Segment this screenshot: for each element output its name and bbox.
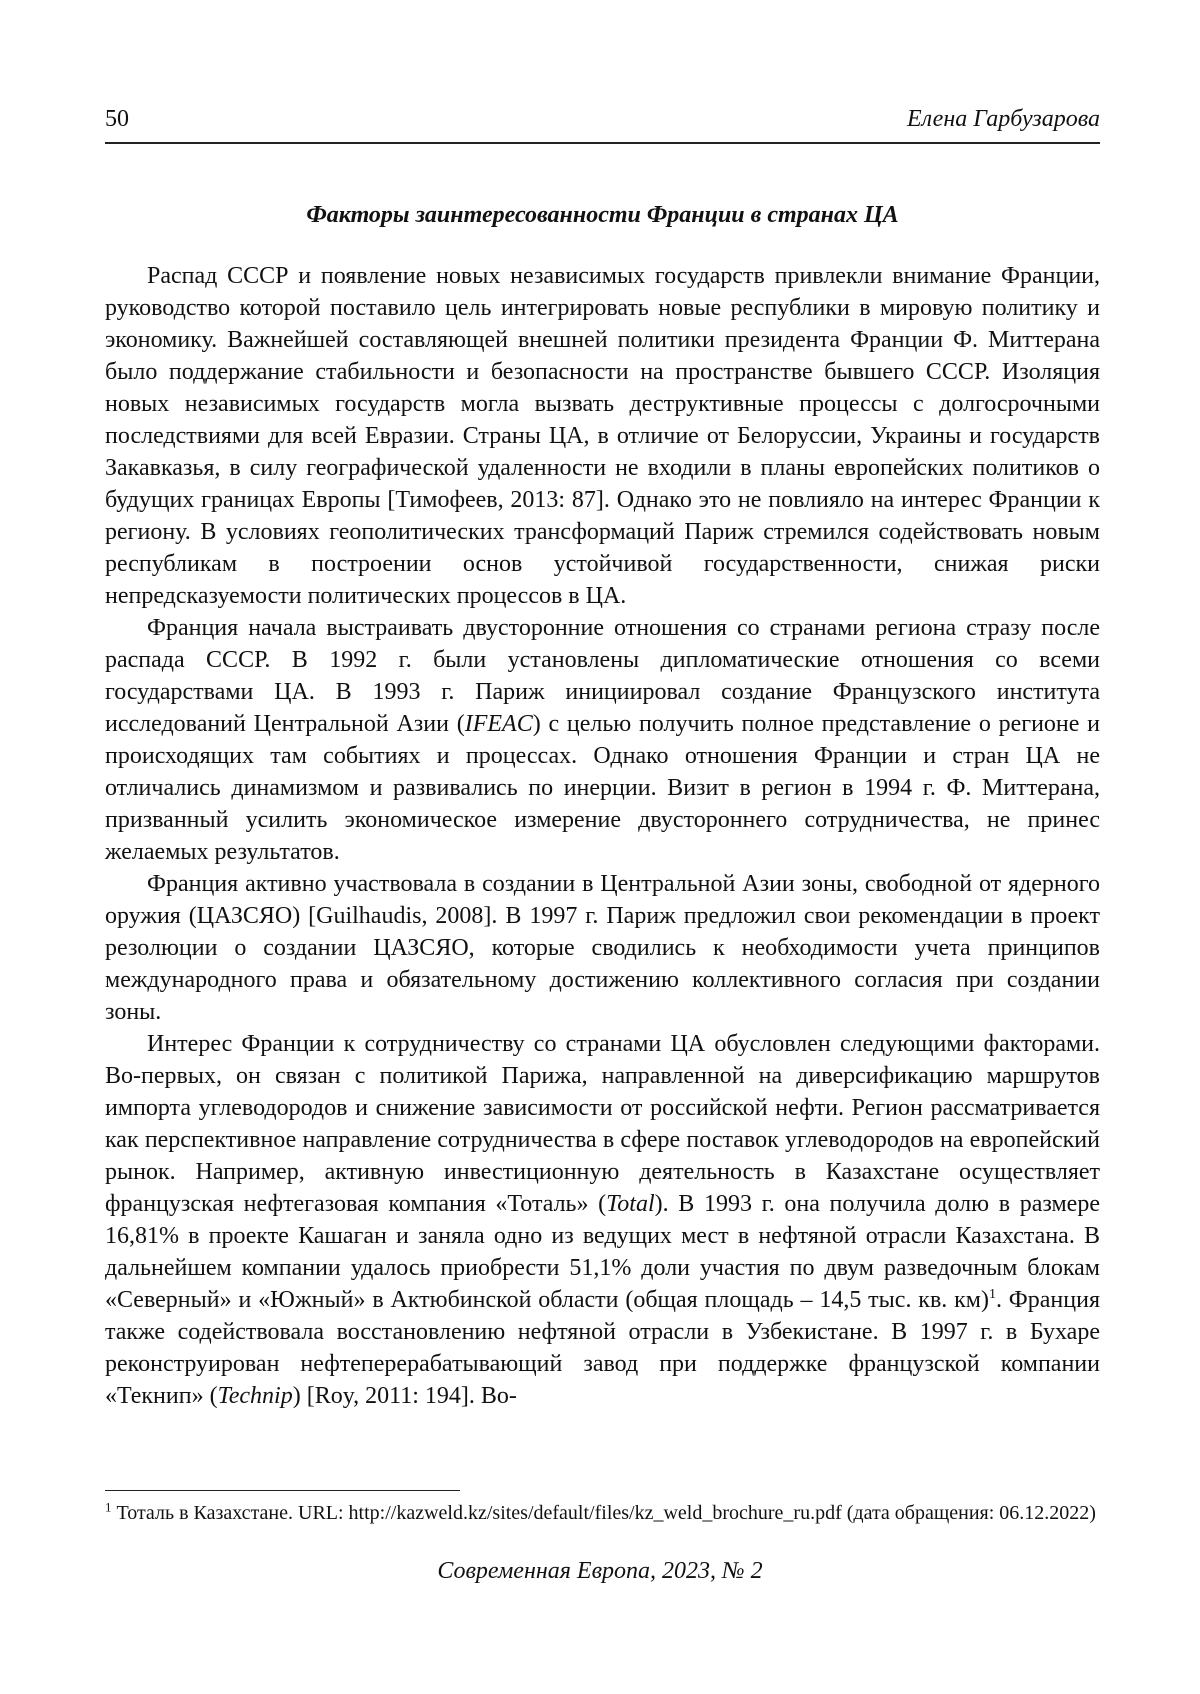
running-header — [105, 100, 1100, 140]
paragraph-2-text-b: ) с целью получить полное представление о регионе и происходящих там событиях и процессах. Однако отношения Франции и стран ЦА не отличались динамизмом и развивались по инерции. Визит в регион в 1994 г. Ф. Миттерана, призванный усилить экономическое измерение двустороннего сотрудничества, не принес желаемых результатов. — [105, 711, 1101, 865]
footnote-text: Тоталь в Казахстане. URL: http://kazweld.kz/sites/default/files/kz_weld_brochure_ru.pdf (дата обращения: 06.12.2022) — [116, 1502, 1096, 1524]
running-author: Елена Гарбузарова — [906, 106, 1100, 132]
paragraph-4-text-c: . Франция также содействовала восстановлению нефтяной отрасли в Узбекистане. В 1997 г. в Бухаре реконструирован нефтеперерабатывающий завод при поддержке французской компании «Текнип» ( — [105, 1287, 1100, 1409]
paragraph-2 — [105, 612, 1100, 868]
paragraph-4-text-a: Интерес Франции к сотрудничеству со странами ЦА обусловлен следующими факторами. Во-первых, он связан с политикой Парижа, направленной на диверсификацию маршрутов импорта углеводородов и снижение зависимости от российской нефти. Регион рассматривается как перспективное направление сотрудничества в сфере поставок углеводородов на европейский рынок. Например, активную инвестиционную деятельность в Казахстане осуществляет французская нефтегазовая компания «Тоталь» ( — [105, 1031, 1100, 1217]
footnote-rule — [105, 1490, 460, 1491]
paragraph-4-text-d: ) [Roy, 2011: 194]. Во- — [292, 1383, 517, 1409]
footnote-marker: 1 — [105, 1499, 112, 1515]
paragraph-2-text-a: Франция начала выстраивать двусторонние отношения со странами региона стразу после распада СССР. В 1992 г. были установлены дипломатические отношения со всеми государствами ЦА. В 1993 г. Париж инициировал создание Французского института исследований Центральной Азии ( — [105, 615, 1100, 737]
article-body — [105, 260, 1100, 1412]
footnote — [105, 1500, 1100, 1526]
header-rule — [105, 142, 1100, 144]
page-number: 50 — [105, 106, 129, 132]
ifeac-abbreviation: IFEAC — [464, 711, 533, 737]
footnote-reference[interactable]: 1 — [988, 1287, 996, 1302]
section-title: Факторы заинтересованности Франции в странах ЦА — [306, 202, 899, 228]
journal-footer: Современная Европа, 2023, № 2 — [437, 1558, 763, 1584]
paragraph-4 — [105, 1028, 1100, 1412]
paragraph-1: Распад СССР и появление новых независимых государств привлекли внимание Франции, руководство которой поставило цель интегрировать новые республики в мировую политику и экономику. Важнейшей составляющей внешней политики президента Франции Ф. Миттерана было поддержание стабильности и безопасности на пространстве бывшего СССР. Изоляция новых независимых государств могла вызвать деструктивные процессы с долгосрочными последствиями для всей Евразии. Страны ЦА, в отличие от Белоруссии, Украины и государств Закавказья, в силу географической удаленности не входили в планы европейских политиков о будущих границах Европы [Тимофеев, 2013: 87]. Однако это не повлияло на интерес Франции к региону. В условиях геополитических трансформаций Париж стремился содействовать новым республикам в построении основ устойчивой государственности, снижая риски непредсказуемости политических процессов в ЦА. — [105, 263, 1100, 609]
total-name: Total — [606, 1191, 655, 1217]
technip-name: Technip — [217, 1383, 293, 1409]
paragraph-3: Франция активно участвовала в создании в Центральной Азии зоны, свободной от ядерного оружия (ЦАЗСЯО) [Guilhaudis, 2008]. В 1997 г. Париж предложил свои рекомендации в проект резолюции о создании ЦАЗСЯО, которые сводились к необходимости учета принципов международного права и обязательному достижению коллективного согласия при создании зоны. — [105, 871, 1100, 1025]
paragraph-4-text-b: ). В 1993 г. она получила долю в размере 16,81% в проекте Кашаган и заняла одно из ведущих мест в нефтяной отрасли Казахстана. В дальнейшем компании удалось приобрести 51,1% доли участия по двум разведочным блокам «Северный» и «Южный» в Актюбинской области (общая площадь – 14,5 тыс. кв. км) — [105, 1191, 1100, 1313]
